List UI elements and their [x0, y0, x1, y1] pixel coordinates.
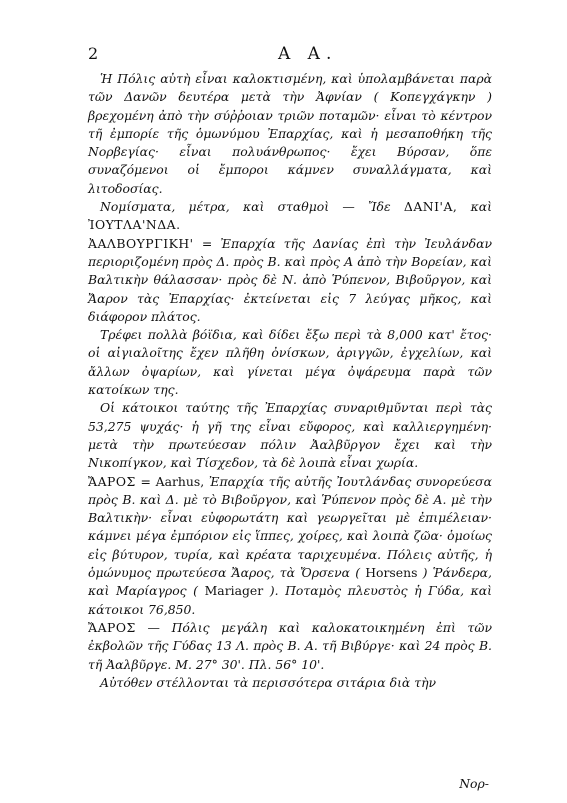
entry-text: ) Ῥάνδερα, καὶ Μαρίαγρος ( — [88, 565, 492, 599]
catchword: Νορ- — [459, 776, 489, 791]
paragraph-text: καὶ — [470, 199, 492, 215]
entry-text: = — [140, 473, 156, 489]
paragraph-text: Ἡ Πόλις αὐτὴ εἶναι καλοκτισμένη, καὶ ὑπολαμβάνεται παρὰ τῶν Δανῶν δευτέρα μετὰ τὴν Ἀφνίαν ( Κοπεγχάγκην ) βρεχομένη ἀπὸ τὴν σύῤῥοιαν τριῶν ποταμῶν· εἶναι τὸ κέντρον τῆ ἐμπορίε τῆς ὁμωνύμου Ἐπαρχίας, καὶ ἡ μεσαποθήκη τῆς Νορβεγίας· εἶναι πολυάνθρωπος· ἔχει Βύρσαν, ὅπε συναζόμενοι οἱ ἔμποροι κάμνεν συναλλάγματα, καὶ λιτοδοσίας. — [88, 71, 492, 196]
paragraph-livestock — [88, 326, 492, 399]
paragraph-grain-export — [88, 674, 492, 692]
running-head: Α Α. — [278, 44, 338, 64]
page-number: 2 — [88, 44, 99, 63]
paragraph-city-description — [88, 70, 492, 198]
latin-name-horsens: Horsens — [365, 565, 418, 581]
paragraph-text: Τρέφει πολλὰ βόϊδια, καὶ δίδει ἔξω περὶ τὰ 8,000 κατ' ἔτος· οἱ αἰγιαλοῖτης ἔχεν πλῆθη ὀνίσκων, ἀριγγῶν, ἐγχελίων, καὶ ἄλλων ὀψαρίων, καὶ γίνεται μέγα ὀψάρευμα παρὰ τῶν κατοίκων της. — [88, 327, 492, 398]
cross-reference-jutland: ἸΟΥΤΛΑ'ΝΔΑ. — [88, 217, 181, 233]
paragraph-text: Αὐτόθεν στέλλονται τὰ περισσότερα σιτάρια διὰ τὴν — [100, 674, 437, 690]
entry-text: = Ἐπαρχία τῆς Δανίας ἐπὶ τὴν Ἰευλάνδαν περιοριζομένη πρὸς Δ. πρὸς Β. καὶ πρὸς Α ἀπὸ τὴν Βορείαν, καὶ Βαλτικὴν θάλασσαν· πρὸς δὲ Ν. ἀπὸ Ῥύπενον, Βιβοῦργον, καὶ Ἄαρον τὰς Ἐπαρχίας· ἐκτείνεται εἰς 7 λεύγας μῆκος, καὶ διάφορον πλάτος. — [88, 235, 492, 324]
entry-aarhus-province — [88, 473, 492, 619]
latin-name-mariager: Mariager — [204, 583, 264, 599]
entry-text: Ἐπαρχία τῆς αὐτῆς Ἰουτλάνδας συνορεύεσα πρὸς Β. καὶ Δ. μὲ τὸ Βιβοῦργον, καὶ Ῥύπενον πρὸς δὲ Α. μὲ τὴν Βαλτικὴν· εἶναι εὐφορωτάτη καὶ γεωργεῖται μὲ ἐπιμέλειαν· κάμνει μέγα ἐμπόριον εἰς ἵππες, χοίρες, καὶ λοιπὰ ζῶα· ὁμοίως εἰς βύτυρον, τυρία, καὶ κρέατα ταριχευμένα. Πόλεις αὐτῆς, ἡ ὁμώνυμος πρωτεύεσα Ἄαρος, τὰ Ὄρσενα ( — [88, 473, 492, 581]
paragraph-text: Νομίσματα, μέτρα, καὶ σταθμοὶ — Ἴδε — [100, 199, 391, 215]
page-body — [88, 70, 492, 692]
paragraph-text: Οἱ κάτοικοι ταύτης τῆς Ἐπαρχίας συναριθμῦνται περὶ τὰς 53,275 ψυχάς· ἡ γῆ της εἶναι εὔφορος, καὶ καλλιεργημένη· μετὰ τὴν πρωτεύεσαν πόλιν Ἀαλβῦργον ἔχει καὶ τὴν Νικοπίγκον, καὶ Τίσχεδον, τὰ δὲ λοιπὰ εἶναι χωρία. — [88, 400, 492, 471]
entry-headword: ἌΑΡΟΣ — [88, 473, 136, 489]
cross-reference-dania: ΔΑΝΙ'Α, — [403, 199, 458, 215]
entry-headword: ἌΑΡΟΣ — [88, 619, 136, 635]
paragraph-currency-reference — [88, 198, 492, 235]
latin-name-aarhus: Aarhus, — [155, 473, 205, 489]
entry-text: ). Ποταμὸς πλευστὸς ἡ Γύδα, καὶ κάτοικοι 76,850. — [88, 583, 492, 617]
entry-aalborg — [88, 235, 492, 326]
entry-headword: ἈΑΛΒΟΥΡΓΙΚΗ' — [88, 235, 194, 251]
page-header — [88, 44, 488, 64]
paragraph-population — [88, 399, 492, 472]
entry-text: — Πόλις μεγάλη καὶ καλοκατοικημένη ἐπὶ τῶν ἐκβολῶν τῆς Γύδας 13 Λ. πρὸς Β. Α. τῆ Βιβύργε· καὶ 24 πρὸς Β. τῆ Ἀαλβῦργε. Μ. 27° 30'. Πλ. 56° 10'. — [88, 619, 492, 672]
entry-aarhus-city — [88, 619, 492, 674]
